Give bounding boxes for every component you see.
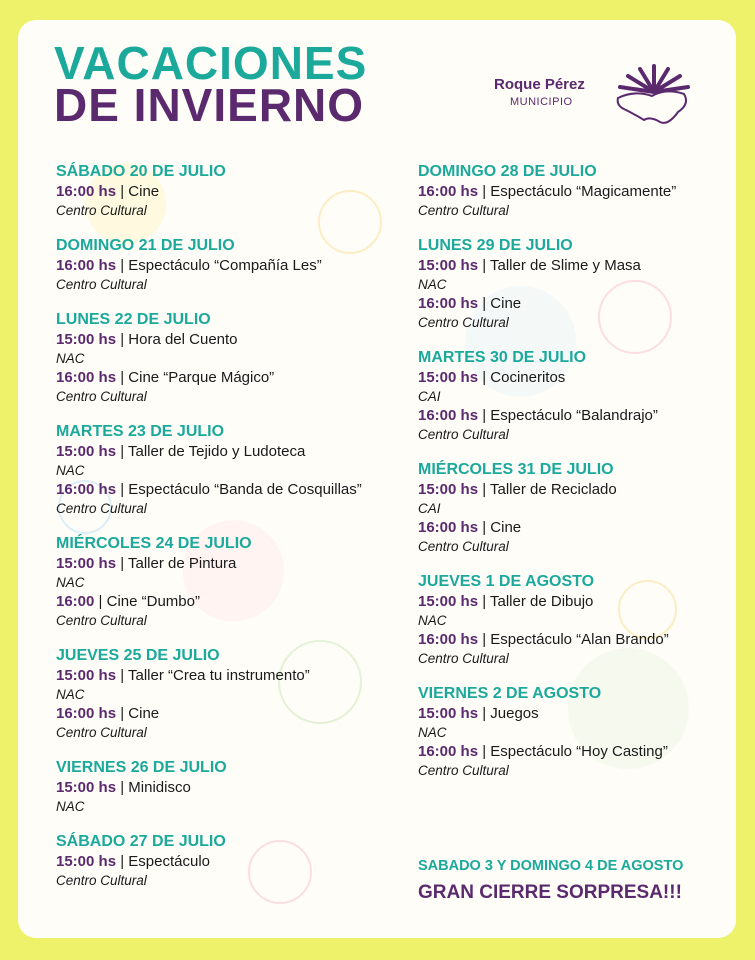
activity-line (418, 630, 736, 649)
activity-name: | Espectáculo “Magicamente” (478, 183, 677, 200)
activity-venue: NAC (418, 725, 447, 740)
activity-line (56, 704, 396, 723)
activity-line (56, 852, 396, 871)
day-title: MIÉRCOLES 24 DE JULIO (56, 535, 252, 552)
activity-time: 15:00 hs (418, 705, 479, 722)
closing-announcement (418, 858, 718, 904)
activity-time: 16:00 hs (418, 407, 479, 424)
activity-time: 16:00 hs (418, 295, 479, 312)
day-block (56, 422, 396, 518)
logo-subtitle: MUNICIPIO (510, 96, 573, 108)
activity-venue: NAC (56, 799, 85, 814)
day-block (56, 534, 396, 630)
activity-time: 15:00 hs (56, 667, 117, 684)
activity-name: | Cine (116, 705, 160, 722)
activity-time: 16:00 hs (56, 481, 117, 498)
activity-line (418, 742, 736, 761)
activity-line (56, 256, 396, 275)
activity-time: 15:00 hs (56, 331, 117, 348)
activity-name: | Espectáculo “Compañía Les” (116, 257, 322, 274)
closing-dates: SABADO 3 Y DOMINGO 4 DE AGOSTO (418, 858, 684, 874)
day-title: VIERNES 2 DE AGOSTO (418, 685, 602, 702)
activity-name: | Cine (478, 295, 522, 312)
day-block (418, 684, 736, 780)
day-title: VIERNES 26 DE JULIO (56, 759, 227, 776)
day-title: LUNES 29 DE JULIO (418, 237, 573, 254)
activity-venue: Centro Cultural (56, 389, 147, 404)
activity-time: 15:00 hs (418, 257, 479, 274)
activity-name: | Juegos (478, 705, 539, 722)
activity-line (56, 330, 396, 349)
activity-venue: Centro Cultural (56, 277, 147, 292)
activity-line (56, 182, 396, 201)
activity-line (418, 368, 736, 387)
day-block (56, 310, 396, 406)
day-title: MARTES 30 DE JULIO (418, 349, 587, 366)
activity-line (418, 294, 736, 313)
activity-venue: Centro Cultural (56, 725, 147, 740)
day-block (418, 162, 736, 220)
activity-name: | Espectáculo “Balandrajo” (478, 407, 658, 424)
activity-time: 15:00 hs (56, 443, 117, 460)
activity-line (56, 480, 396, 499)
day-title: DOMINGO 21 DE JULIO (56, 237, 235, 254)
activity-venue: CAI (418, 389, 441, 404)
activity-venue: NAC (56, 351, 85, 366)
activity-name: | Espectáculo “Alan Brando” (478, 631, 669, 648)
activity-name: | Espectáculo “Banda de Cosquillas” (116, 481, 362, 498)
day-block (56, 758, 396, 816)
activity-time: 16:00 hs (418, 631, 479, 648)
activity-line (56, 666, 396, 685)
logo-name: Roque Pérez (494, 76, 585, 93)
activity-venue: Centro Cultural (56, 203, 147, 218)
activity-venue: Centro Cultural (418, 427, 509, 442)
closing-headline: GRAN CIERRE SORPRESA!!! (418, 882, 682, 903)
day-title: JUEVES 1 DE AGOSTO (418, 573, 595, 590)
day-block (418, 572, 736, 668)
activity-name: | Taller “Crea tu instrumento” (116, 667, 310, 684)
activity-venue: NAC (418, 277, 447, 292)
activity-name: | Cine “Parque Mágico” (116, 369, 275, 386)
activity-line (418, 406, 736, 425)
activity-line (56, 592, 396, 611)
activity-venue: CAI (418, 501, 441, 516)
day-title: DOMINGO 28 DE JULIO (418, 163, 597, 180)
activity-name: | Hora del Cuento (116, 331, 238, 348)
day-block (418, 460, 736, 556)
activity-name: | Taller de Pintura (116, 555, 237, 572)
activity-name: | Taller de Tejido y Ludoteca (116, 443, 306, 460)
activity-time: 15:00 hs (56, 555, 117, 572)
municipality-logo (494, 60, 714, 140)
day-title: LUNES 22 DE JULIO (56, 311, 211, 328)
activity-time: 15:00 hs (418, 481, 479, 498)
schedule-column-left (56, 162, 396, 906)
activity-name: | Taller de Slime y Masa (478, 257, 641, 274)
activity-line (56, 778, 396, 797)
day-block (418, 348, 736, 444)
activity-name: | Cine “Dumbo” (94, 593, 200, 610)
activity-venue: Centro Cultural (418, 651, 509, 666)
activity-time: 15:00 hs (418, 369, 479, 386)
activity-venue: NAC (56, 463, 85, 478)
activity-venue: NAC (56, 575, 85, 590)
activity-name: | Espectáculo “Hoy Casting” (478, 743, 668, 760)
day-block (56, 646, 396, 742)
activity-time: 16:00 hs (56, 369, 117, 386)
sun-map-icon (604, 60, 704, 130)
activity-time: 16:00 hs (56, 257, 117, 274)
activity-time: 16:00 hs (418, 183, 479, 200)
activity-line (56, 368, 396, 387)
activity-time: 16:00 hs (56, 705, 117, 722)
activity-line (418, 480, 736, 499)
poster-title (54, 37, 368, 132)
activity-name: | Taller de Reciclado (478, 481, 617, 498)
activity-line (418, 518, 736, 537)
day-title: JUEVES 25 DE JULIO (56, 647, 220, 664)
activity-line (418, 592, 736, 611)
activity-name: | Minidisco (116, 779, 191, 796)
title-line-2: DE INVIERNO (54, 79, 365, 132)
activity-name: | Cine (116, 183, 160, 200)
activity-venue: Centro Cultural (418, 203, 509, 218)
activity-line (56, 442, 396, 461)
activity-time: 16:00 hs (56, 183, 117, 200)
activity-venue: Centro Cultural (56, 873, 147, 888)
day-title: MIÉRCOLES 31 DE JULIO (418, 461, 614, 478)
activity-name: | Cine (478, 519, 522, 536)
activity-name: | Taller de Dibujo (478, 593, 594, 610)
activity-time: 15:00 hs (56, 853, 117, 870)
poster (18, 20, 736, 938)
day-title: SÁBADO 27 DE JULIO (56, 833, 226, 850)
activity-venue: Centro Cultural (56, 613, 147, 628)
activity-time: 16:00 hs (418, 519, 479, 536)
activity-venue: Centro Cultural (56, 501, 147, 516)
activity-line (418, 182, 736, 201)
activity-venue: Centro Cultural (418, 539, 509, 554)
schedule-column-right (418, 162, 736, 796)
activity-venue: NAC (56, 687, 85, 702)
activity-venue: Centro Cultural (418, 763, 509, 778)
day-block (418, 236, 736, 332)
activity-line (418, 704, 736, 723)
activity-time: 16:00 (56, 593, 95, 610)
day-block (56, 832, 396, 890)
day-title: MARTES 23 DE JULIO (56, 423, 225, 440)
day-title: SÁBADO 20 DE JULIO (56, 163, 226, 180)
title-line-1: VACACIONES (54, 37, 368, 89)
activity-time: 15:00 hs (418, 593, 479, 610)
day-block (56, 236, 396, 294)
day-block (56, 162, 396, 220)
activity-time: 15:00 hs (56, 779, 117, 796)
activity-time: 16:00 hs (418, 743, 479, 760)
activity-venue: NAC (418, 613, 447, 628)
activity-venue: Centro Cultural (418, 315, 509, 330)
activity-line (56, 554, 396, 573)
activity-name: | Cocineritos (478, 369, 566, 386)
activity-name: | Espectáculo (116, 853, 210, 870)
activity-line (418, 256, 736, 275)
